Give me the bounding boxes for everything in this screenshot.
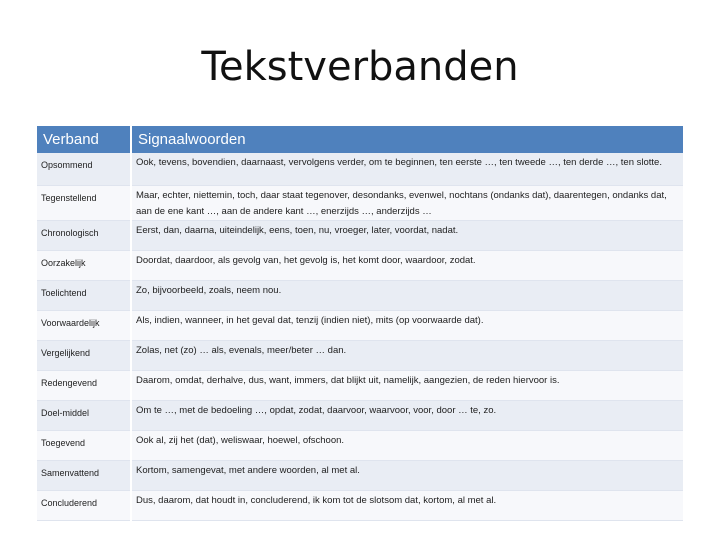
table-row xyxy=(37,340,683,370)
row-label: Toelichtend xyxy=(37,280,131,310)
header-signaalwoorden: Signaalwoorden xyxy=(131,126,683,153)
row-label: Oorzakelijk xyxy=(37,250,131,280)
row-signal-words: Doordat, daardoor, als gevolg van, het gevolg is, het komt door, waardoor, zodat. xyxy=(131,250,683,280)
row-signal-words: Als, indien, wanneer, in het geval dat, tenzij (indien niet), mits (op voorwaarde dat). xyxy=(131,310,683,340)
row-label: Toegevend xyxy=(37,430,131,460)
row-label: Doel-middel xyxy=(37,400,131,430)
table-row xyxy=(37,370,683,400)
table-header-row xyxy=(37,126,683,153)
row-label: Opsommend xyxy=(37,153,131,185)
row-label: Concluderend xyxy=(37,490,131,520)
row-label: Redengevend xyxy=(37,370,131,400)
table-row xyxy=(37,220,683,250)
row-signal-words: Ook, tevens, bovendien, daarnaast, vervolgens verder, om te beginnen, ten eerste …, ten tweede …, ten derde …, ten slotte. xyxy=(131,153,683,185)
page-title: Tekstverbanden xyxy=(201,44,519,90)
signal-words-table xyxy=(37,126,683,521)
row-signal-words: Eerst, dan, daarna, uiteindelijk, eens, toen, nu, vroeger, later, voordat, nadat. xyxy=(131,220,683,250)
row-signal-words: Dus, daarom, dat houdt in, concluderend, ik kom tot de slotsom dat, kortom, al met al. xyxy=(131,490,683,520)
row-signal-words: Ook al, zij het (dat), weliswaar, hoewel, ofschoon. xyxy=(131,430,683,460)
table-row xyxy=(37,400,683,430)
table-row xyxy=(37,430,683,460)
table-row xyxy=(37,310,683,340)
row-label: Tegenstellend xyxy=(37,185,131,220)
table-row xyxy=(37,280,683,310)
row-signal-words: Kortom, samengevat, met andere woorden, al met al. xyxy=(131,460,683,490)
row-signal-words: Zo, bijvoorbeeld, zoals, neem nou. xyxy=(131,280,683,310)
table-row xyxy=(37,460,683,490)
table-row xyxy=(37,185,683,220)
row-label: Voorwaardelijk xyxy=(37,310,131,340)
row-signal-words: Maar, echter, niettemin, toch, daar staat tegenover, desondanks, evenwel, nochtans (ondanks dat), daarentegen, ondanks dat, aan de ene kant …, aan de andere kant …, enerzijds …, anderzijds … xyxy=(131,185,683,220)
row-signal-words: Zolas, net (zo) … als, evenals, meer/beter … dan. xyxy=(131,340,683,370)
row-label: Samenvattend xyxy=(37,460,131,490)
row-signal-words: Daarom, omdat, derhalve, dus, want, immers, dat blijkt uit, namelijk, aangezien, de reden hiervoor is. xyxy=(131,370,683,400)
row-label: Chronologisch xyxy=(37,220,131,250)
table-row xyxy=(37,490,683,520)
row-signal-words: Om te …, met de bedoeling …, opdat, zodat, daarvoor, waarvoor, voor, door … te, zo. xyxy=(131,400,683,430)
row-label: Vergelijkend xyxy=(37,340,131,370)
header-verband: Verband xyxy=(37,126,131,153)
table-row xyxy=(37,153,683,185)
table-row xyxy=(37,250,683,280)
